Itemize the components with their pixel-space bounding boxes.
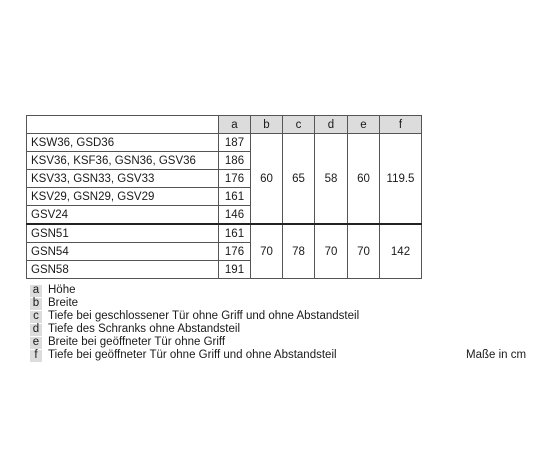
legend-text: Tiefe bei geöffneter Tür ohne Griff und ohne Abstandsteil [48,349,337,361]
depth-closed-cell: 65 [283,134,315,225]
model-cell: KSV33, GSN33, GSV33 [27,170,219,188]
model-cell: GSN51 [27,224,219,243]
legend [30,284,359,362]
legend-item [30,284,359,297]
height-cell: 161 [219,188,251,206]
open-depth-cell: 142 [380,224,422,279]
height-cell: 187 [219,134,251,152]
header-c: c [283,116,315,134]
height-cell: 161 [219,224,251,243]
legend-item [30,323,359,336]
legend-item [30,297,359,310]
legend-item [30,336,359,349]
header-f: f [380,116,422,134]
legend-text: Breite [48,297,79,309]
legend-key: d [30,324,42,336]
height-cell: 191 [219,261,251,279]
model-cell: GSN58 [27,261,219,279]
open-width-cell: 60 [348,134,380,225]
legend-key: f [30,350,42,362]
unit-note: Maße in cm [466,349,527,361]
legend-text: Tiefe bei geschlossener Tür ohne Griff und ohne Abstandsteil [48,310,360,322]
header-b: b [251,116,283,134]
legend-key: b [30,298,42,310]
legend-item [30,310,359,323]
width-cell: 70 [251,224,283,279]
model-cell: KSW36, GSD36 [27,134,219,152]
header-row [27,116,422,134]
legend-item [30,349,359,362]
legend-text: Tiefe des Schranks ohne Abstandsteil [48,323,240,335]
table-row [27,134,422,152]
model-cell: KSV36, KSF36, GSN36, GSV36 [27,152,219,170]
height-cell: 186 [219,152,251,170]
open-depth-cell: 119.5 [380,134,422,225]
model-cell: GSN54 [27,243,219,261]
depth-closed-cell: 78 [283,224,315,279]
model-cell: GSV24 [27,206,219,225]
height-cell: 176 [219,170,251,188]
legend-text: Breite bei geöffneter Tür ohne Griff [48,336,226,348]
legend-key: c [30,311,42,323]
model-cell: KSV29, GSN29, GSV29 [27,188,219,206]
header-blank [27,116,219,134]
header-a: a [219,116,251,134]
cabinet-depth-cell: 70 [315,224,348,279]
height-cell: 176 [219,243,251,261]
dimensions-table [26,115,422,279]
legend-key: a [30,285,42,297]
header-d: d [315,116,348,134]
header-e: e [348,116,380,134]
cabinet-depth-cell: 58 [315,134,348,225]
table-row [27,224,422,243]
legend-key: e [30,337,42,349]
width-cell: 60 [251,134,283,225]
height-cell: 146 [219,206,251,225]
open-width-cell: 70 [348,224,380,279]
legend-text: Höhe [48,284,76,296]
